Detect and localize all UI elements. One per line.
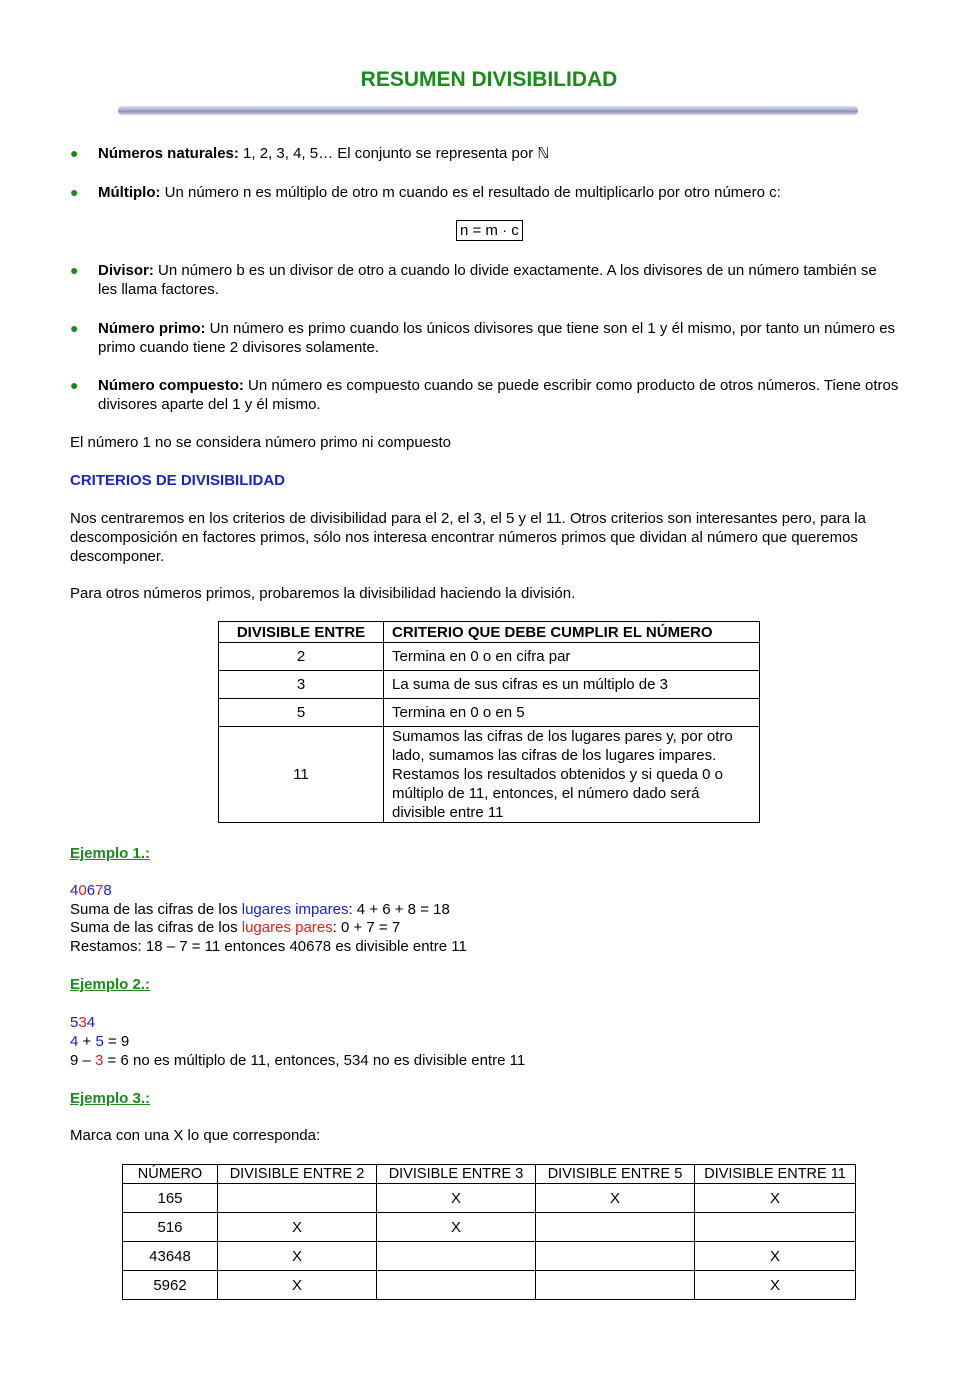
bullet-text: 1, 2, 3, 4, 5… El conjunto se representa por ℕ bbox=[238, 145, 550, 162]
bullet-term: Número compuesto: bbox=[98, 377, 244, 394]
text: : 0 + 7 = 7 bbox=[332, 919, 401, 936]
bullet-icon: ● bbox=[70, 262, 79, 278]
digit-odd: 4 bbox=[70, 1033, 79, 1050]
table-row bbox=[123, 1242, 856, 1271]
exercise-cell bbox=[377, 1271, 536, 1300]
table-row bbox=[123, 1184, 856, 1213]
text: + bbox=[78, 1033, 96, 1050]
example1-odd-sum bbox=[70, 900, 900, 919]
bullet-prime-number bbox=[70, 319, 900, 357]
title-divider bbox=[118, 106, 858, 115]
exercise-cell: X bbox=[218, 1271, 377, 1300]
exercise-header: NÚMERO bbox=[123, 1165, 218, 1184]
example2-number bbox=[70, 1013, 900, 1032]
exercise-cell bbox=[536, 1242, 695, 1271]
exercise-cell bbox=[218, 1184, 377, 1213]
exercise-cell: 43648 bbox=[123, 1242, 218, 1271]
bullet-term: Divisor: bbox=[98, 262, 154, 279]
exercise-cell bbox=[536, 1213, 695, 1242]
digit-odd: 4 bbox=[70, 882, 79, 899]
bullet-composite-number bbox=[70, 376, 900, 414]
bullet-term: Números naturales: bbox=[98, 145, 239, 162]
digit-odd: 4 bbox=[86, 1014, 96, 1031]
exercise-header: DIVISIBLE ENTRE 11 bbox=[695, 1165, 856, 1184]
criteria-rule-cell: Sumamos las cifras de los lugares pares y, por otro lado, sumamos las cifras de los lugares impares. Restamos los resultados obtenidos y si queda 0 o múltiplo de 11, entonces, el número dado será divisible entre 11 bbox=[384, 727, 760, 823]
criteria-header-rule: CRITERIO QUE DEBE CUMPLIR EL NÚMERO bbox=[384, 622, 760, 643]
bullet-term: Número primo: bbox=[98, 320, 206, 337]
criteria-divisor-cell: 3 bbox=[219, 671, 384, 699]
criteria-divisor-cell: 2 bbox=[219, 643, 384, 671]
digit-even: 0 bbox=[78, 882, 87, 899]
exercise-cell bbox=[536, 1271, 695, 1300]
criteria-header-divisor: DIVISIBLE ENTRE bbox=[219, 622, 384, 643]
exercise-table bbox=[122, 1164, 856, 1300]
text: Suma de las cifras de los bbox=[70, 919, 242, 936]
bullet-text: Un número n es múltiplo de otro m cuando es el resultado de multiplicarlo por otro número c: bbox=[160, 184, 781, 201]
exercise-cell: 165 bbox=[123, 1184, 218, 1213]
criteria-intro: Nos centraremos en los criterios de divisibilidad para el 2, el 3, el 5 y el 11. Otros criterios son interesantes pero, para la descomposición en factores primos, sólo nos interesa encontrar números primos que dividan al número que queremos descomponer. bbox=[70, 510, 866, 565]
digit-even: 3 bbox=[95, 1052, 104, 1069]
table-row bbox=[219, 699, 760, 727]
exercise-cell bbox=[695, 1213, 856, 1242]
exercise-cell: X bbox=[377, 1213, 536, 1242]
example3-instruction: Marca con una X lo que corresponda: bbox=[70, 1127, 321, 1144]
bullet-text: Un número es primo cuando los únicos divisores que tiene son el 1 y él mismo, por tanto un número es primo cuando tiene 2 divisores solamente. bbox=[98, 320, 896, 356]
bullet-multiple bbox=[70, 183, 900, 202]
criteria-rule-cell: Termina en 0 o en cifra par bbox=[384, 643, 760, 671]
table-row bbox=[219, 643, 760, 671]
digit-odd: 5 bbox=[70, 1014, 79, 1031]
digit-odd: 8 bbox=[103, 882, 112, 899]
criteria-divisor-cell: 5 bbox=[219, 699, 384, 727]
bullet-text: Un número b es un divisor de otro a cuando lo divide exactamente. A los divisores de un número también se les llama factores. bbox=[98, 262, 877, 298]
example2-sum bbox=[70, 1032, 900, 1051]
digit-even: 7 bbox=[95, 882, 104, 899]
bullet-divisor bbox=[70, 261, 900, 299]
criteria-divisor-cell: 11 bbox=[219, 727, 384, 823]
digit-even: 3 bbox=[78, 1014, 87, 1031]
exercise-cell: X bbox=[695, 1184, 856, 1213]
note-number-one: El número 1 no se considera número primo ni compuesto bbox=[70, 434, 452, 451]
bullet-icon: ● bbox=[70, 320, 79, 336]
exercise-cell: X bbox=[536, 1184, 695, 1213]
exercise-cell bbox=[377, 1242, 536, 1271]
bullet-icon: ● bbox=[70, 145, 79, 161]
page-title: RESUMEN DIVISIBILIDAD bbox=[360, 68, 618, 91]
table-row bbox=[123, 1271, 856, 1300]
example3-heading: Ejemplo 3.: bbox=[70, 1090, 151, 1107]
highlight-even: lugares pares bbox=[241, 919, 333, 936]
example1-result: Restamos: 18 – 7 = 11 entonces 40678 es divisible entre 11 bbox=[70, 938, 467, 955]
bullet-icon: ● bbox=[70, 184, 79, 200]
table-row bbox=[123, 1213, 856, 1242]
example1-heading: Ejemplo 1.: bbox=[70, 845, 151, 862]
multiple-formula: n = m · c bbox=[456, 220, 523, 241]
text: 9 – bbox=[70, 1052, 96, 1069]
digit-odd: 5 bbox=[95, 1033, 104, 1050]
criteria-heading: CRITERIOS DE DIVISIBILIDAD bbox=[70, 472, 286, 489]
table-row bbox=[219, 727, 760, 823]
criteria-rule-cell: Termina en 0 o en 5 bbox=[384, 699, 760, 727]
text: : 4 + 6 + 8 = 18 bbox=[348, 901, 450, 918]
text: = 6 no es múltiplo de 11, entonces, 534 no es divisible entre 11 bbox=[103, 1052, 526, 1069]
digit-odd: 6 bbox=[86, 882, 96, 899]
exercise-cell: X bbox=[218, 1213, 377, 1242]
exercise-cell: 5962 bbox=[123, 1271, 218, 1300]
criteria-table bbox=[218, 621, 760, 823]
exercise-cell: 516 bbox=[123, 1213, 218, 1242]
exercise-header: DIVISIBLE ENTRE 5 bbox=[536, 1165, 695, 1184]
example2-heading: Ejemplo 2.: bbox=[70, 976, 151, 993]
bullet-term: Múltiplo: bbox=[98, 184, 161, 201]
highlight-odd: lugares impares bbox=[241, 901, 349, 918]
criteria-rule-cell: La suma de sus cifras es un múltiplo de 3 bbox=[384, 671, 760, 699]
exercise-cell: X bbox=[695, 1271, 856, 1300]
exercise-header: DIVISIBLE ENTRE 3 bbox=[377, 1165, 536, 1184]
bullet-icon: ● bbox=[70, 377, 79, 393]
text: Suma de las cifras de los bbox=[70, 901, 242, 918]
other-primes-note: Para otros números primos, probaremos la divisibilidad haciendo la división. bbox=[70, 585, 576, 602]
text: = 9 bbox=[103, 1033, 130, 1050]
example2-result bbox=[70, 1051, 900, 1070]
bullet-text: Un número es compuesto cuando se puede escribir como producto de otros números. Tiene otros divisores aparte del 1 y él mismo. bbox=[98, 377, 899, 413]
exercise-cell: X bbox=[218, 1242, 377, 1271]
example1-number bbox=[70, 881, 900, 900]
bullet-natural-numbers bbox=[70, 144, 900, 163]
table-row bbox=[219, 671, 760, 699]
exercise-cell: X bbox=[695, 1242, 856, 1271]
exercise-header: DIVISIBLE ENTRE 2 bbox=[218, 1165, 377, 1184]
exercise-cell: X bbox=[377, 1184, 536, 1213]
example1-even-sum bbox=[70, 918, 900, 937]
